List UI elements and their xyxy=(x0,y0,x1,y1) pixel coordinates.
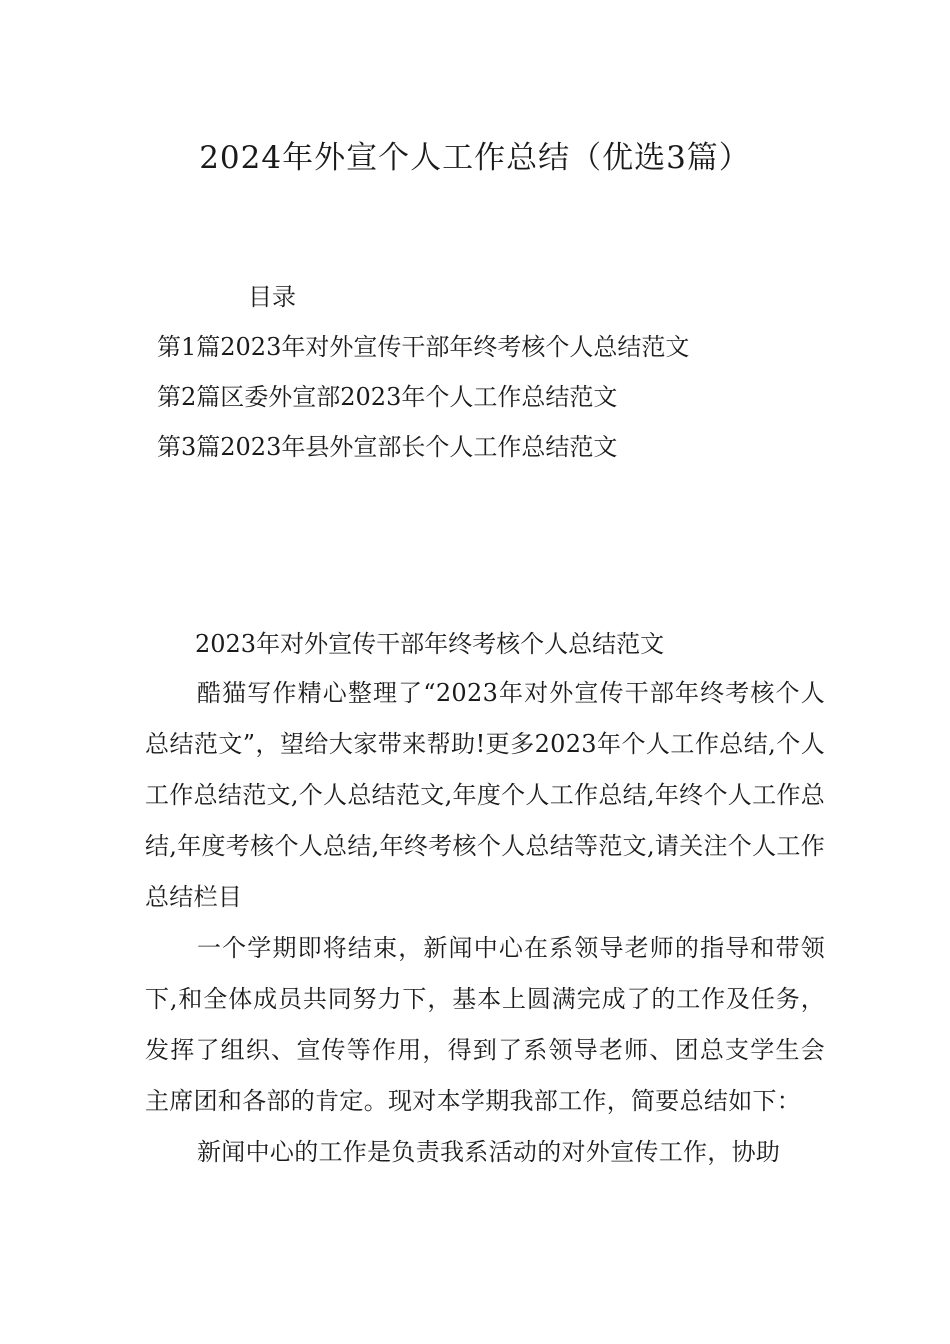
toc-item-1[interactable]: 第1篇2023年对外宣传干部年终考核个人总结范文 xyxy=(157,333,690,361)
toc-item-3[interactable]: 第3篇2023年县外宣部长个人工作总结范文 xyxy=(157,433,618,461)
toc-list xyxy=(157,332,689,482)
article-section xyxy=(145,628,825,1178)
document-title: 2024年外宣个人工作总结（优选3篇） xyxy=(199,140,751,176)
article-paragraph-1: 酷猫写作精心整理了“2023年对外宣传干部年终考核个人总结范文”，望给大家带来帮助!更多2023年个人工作总结,个人工作总结范文,个人总结范文,年度个人工作总结,年终个人工作总结,年度考核个人总结,年终考核个人总结等范文,请关注个人工作总结栏目 xyxy=(145,679,825,911)
article-paragraph-2: 一个学期即将结束，新闻中心在系领导老师的指导和带领下,和全体成员共同努力下，基本上圆满完成了的工作及任务，发挥了组织、宣传等作用，得到了系领导老师、团总支学生会主席团和各部的肯定。现对本学期我部工作，简要总结如下： xyxy=(145,934,825,1115)
toc-item-2[interactable]: 第2篇区委外宣部2023年个人工作总结范文 xyxy=(157,383,618,411)
article-title: 2023年对外宣传干部年终考核个人总结范文 xyxy=(195,630,665,658)
article-paragraph-3: 新闻中心的工作是负责我系活动的对外宣传工作，协助 xyxy=(197,1138,781,1166)
toc-heading: 目录 xyxy=(248,283,296,311)
